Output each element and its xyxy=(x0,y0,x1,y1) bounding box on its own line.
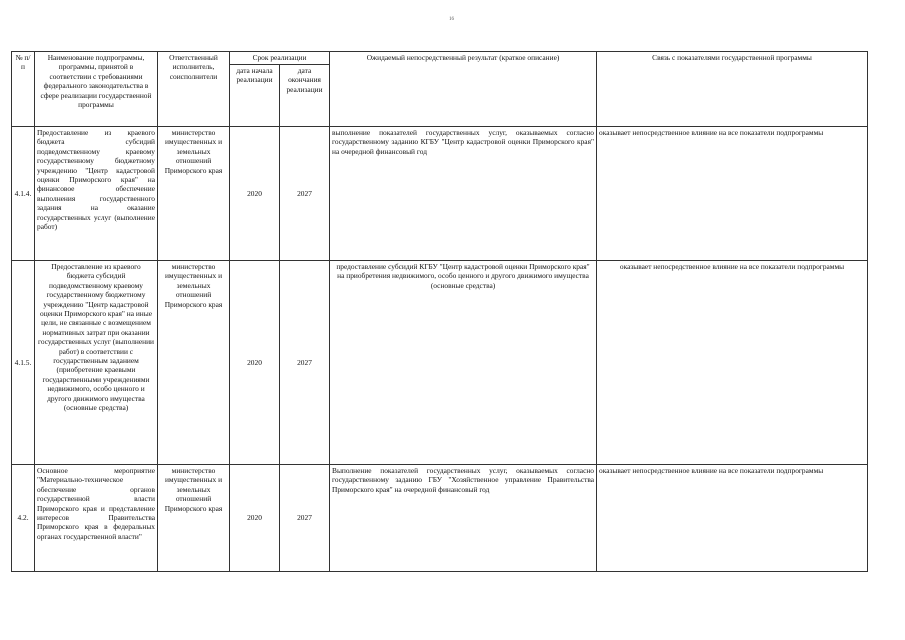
page-number: 16 xyxy=(449,17,454,22)
row-name: Предоставление из краевого бюджета субсидий подведомственному краевому государственному бюджетному учреждению "Центр кадастровой оценки Приморского края" на финансовое обеспечение выполнения государственного задания на оказание государственных услуг (выполнение работ) xyxy=(35,127,158,261)
row-num: 4.2. xyxy=(12,465,35,572)
table-row xyxy=(12,127,868,261)
row-executor: министерство имущественных и земельных отношений Приморского края xyxy=(158,127,230,261)
header-row xyxy=(12,52,868,65)
row-link: оказывает непосредственное влияние на все показатели подпрограммы xyxy=(597,127,868,261)
row-end: 2027 xyxy=(280,261,330,465)
row-num: 4.1.5. xyxy=(12,261,35,465)
row-name: Предоставление из краевого бюджета субсидий подведомственному краевому государственному бюджетному учреждению "Центр кадастровой оценки Приморского края" на иные цели, не связанные с возмещением нормативных затрат при оказании государственных услуг (выполнении работ) в соответствии с государственным заданием (приобретение краевыми государственными учреждениями недвижимого, особо ценного и другого движимого имущества (основные средства) xyxy=(35,261,158,465)
row-result: выполнение показателей государственных услуг, оказываемых согласно государственному заданию КГБУ "Центр кадастровой оценки Приморского края" на очередной финансовый год xyxy=(330,127,597,261)
row-executor: министерство имущественных и земельных отношений Приморского края xyxy=(158,465,230,572)
row-start: 2020 xyxy=(230,127,280,261)
row-result: предоставление субсидий КГБУ "Центр кадастровой оценки Приморского края" на приобретения недвижимого, особо ценного и другого движимого имущества (основные средства) xyxy=(330,261,597,465)
row-end: 2027 xyxy=(280,127,330,261)
header-name: Наименование подпрограммы, программы, принятой в соответствии с требованиями федерального законодательства в сфере реализации государственной программы xyxy=(35,52,158,127)
table-row xyxy=(12,261,868,465)
row-start: 2020 xyxy=(230,261,280,465)
row-link: оказывает непосредственное влияние на все показатели подпрограммы xyxy=(597,261,868,465)
row-end: 2027 xyxy=(280,465,330,572)
row-result: Выполнение показателей государственных услуг, оказываемых согласно государственному заданию ГБУ "Хозяйственное управление Правительства Приморского края" на очередной финансовый год xyxy=(330,465,597,572)
row-name: Основное мероприятие "Материально-техническое обеспечение органов государственной власти Приморского края и представление интересов Правительства Приморского края в федеральных органах государственной власти" xyxy=(35,465,158,572)
header-result: Ожидаемый непосредственный результат (краткое описание) xyxy=(330,52,597,127)
row-executor: министерство имущественных и земельных отношений Приморского края xyxy=(158,261,230,465)
header-start: дата начала реализации xyxy=(230,65,280,127)
program-table xyxy=(11,51,868,572)
header-end: дата окончания реализации xyxy=(280,65,330,127)
row-start: 2020 xyxy=(230,465,280,572)
header-executor: Ответственный исполнитель, соисполнители xyxy=(158,52,230,127)
table-row xyxy=(12,465,868,572)
header-num: № п/п xyxy=(12,52,35,127)
row-num: 4.1.4. xyxy=(12,127,35,261)
header-link: Связь с показателями государственной программы xyxy=(597,52,868,127)
row-link: оказывает непосредственное влияние на все показатели подпрограммы xyxy=(597,465,868,572)
header-period: Срок реализации xyxy=(230,52,330,65)
